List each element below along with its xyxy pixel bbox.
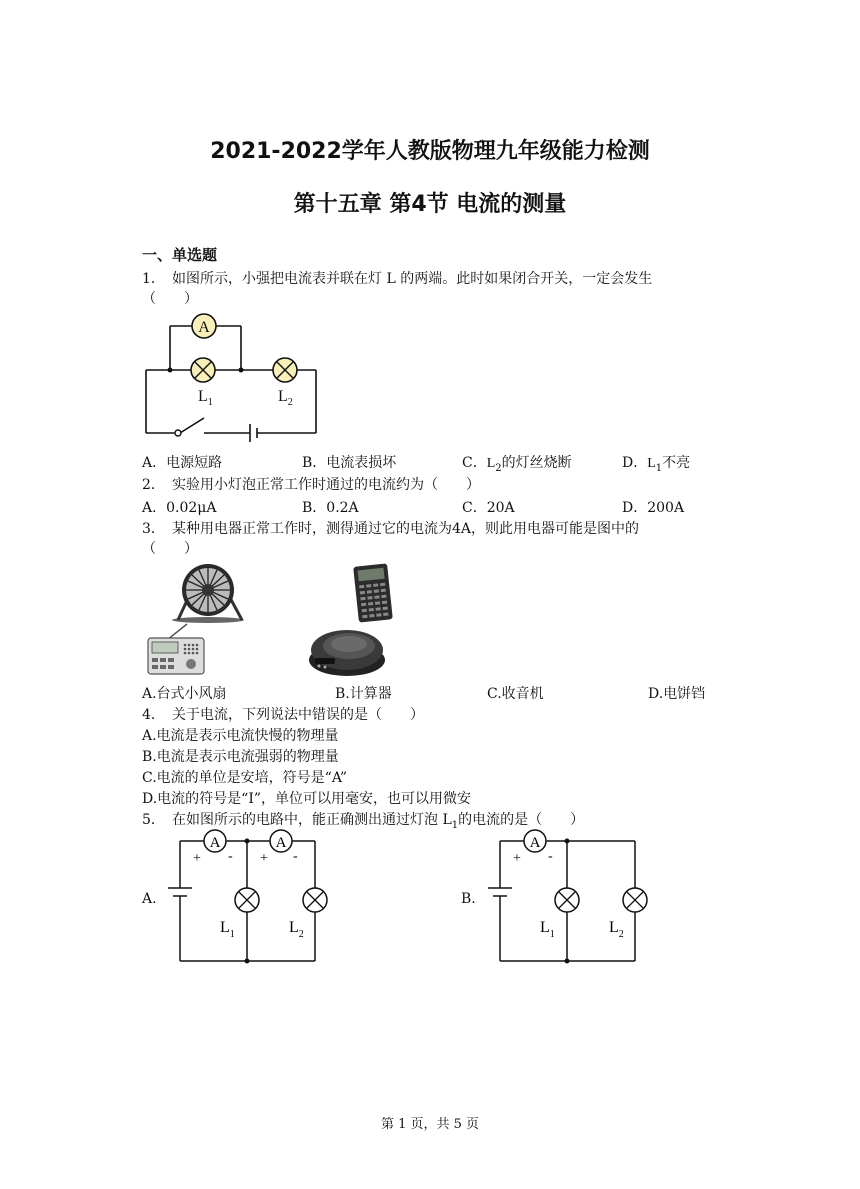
svg-text:-: - xyxy=(293,849,298,864)
answer-paren: （ ） xyxy=(142,541,198,557)
calculator-icon xyxy=(350,562,396,624)
page-footer: 第 1 页，共 5 页 xyxy=(380,1117,480,1132)
answer-paren: （ ） xyxy=(142,291,198,307)
question-text: 某种用电器正常工作时，测得通过它的电流为4A，则此用电器可能是图中的 xyxy=(172,521,640,537)
question-text: 如图所示，小强把电流表并联在灯 L 的两端。此时如果闭合开关，一定会发生 xyxy=(172,271,653,287)
svg-text:+: + xyxy=(260,851,268,866)
page-title: 2021-2022学年人教版物理九年级能力检测 xyxy=(210,139,650,164)
svg-text:A: A xyxy=(275,835,287,851)
question-number: 3． xyxy=(142,521,165,537)
question-3 xyxy=(142,518,639,538)
circuit-diagram-q1 xyxy=(140,310,330,445)
svg-text:+: + xyxy=(193,851,201,866)
lamp-l2-icon xyxy=(273,358,297,382)
svg-text:L2 xyxy=(278,388,293,408)
question-text-tail: 的电流的是（ ） xyxy=(458,812,585,828)
svg-text:A: A xyxy=(529,835,541,851)
q1-option-a: A．电源短路 xyxy=(142,455,223,471)
svg-text:L2: $L_2$ xyxy=(289,919,304,940)
svg-text:L2: $L_2$ xyxy=(609,919,624,940)
electric-griddle-icon xyxy=(305,620,390,680)
question-text-sub: 1 xyxy=(451,819,459,831)
svg-text:-: - xyxy=(228,849,233,864)
q1-option-d: D．$L_1$不亮 xyxy=(622,455,691,474)
svg-text:L1: $L_1$ xyxy=(540,919,555,940)
q4-option-d: D.电流的符号是“I”，单位可以用毫安，也可以用微安 xyxy=(142,791,472,807)
q2-option-a: A．0.02μA xyxy=(142,500,217,516)
q2-option-c: C．20A xyxy=(462,500,515,516)
svg-text:-: - xyxy=(548,849,553,864)
lamp-l2-sub: 2 xyxy=(287,397,293,408)
question-text: 关于电流，下列说法中错误的是（ ） xyxy=(172,707,424,723)
circuit-diagram-q5-b xyxy=(480,826,655,971)
q2-option-b: B．0.2A xyxy=(302,500,359,516)
svg-text:L1 xyxy=(198,388,213,408)
q3-option-d: D.电饼铛 xyxy=(648,686,706,702)
q4-option-c: C.电流的单位是安培，符号是“A” xyxy=(142,770,348,786)
circuit-diagram-q5-a xyxy=(160,826,335,971)
q4-option-b: B.电流是表示电流强弱的物理量 xyxy=(142,749,339,765)
q5-figure-a-label: A. xyxy=(142,891,157,907)
q3-option-b: B.计算器 xyxy=(335,686,392,702)
lamp-l1-icon xyxy=(555,888,579,912)
svg-text:A: A xyxy=(209,835,221,851)
lamp-l1-icon xyxy=(235,888,259,912)
svg-text:L1: $L_1$ xyxy=(220,919,235,940)
lamp-l2-icon xyxy=(303,888,327,912)
q1-option-c: C．$L_2$的灯丝烧断 xyxy=(462,455,572,474)
question-text: 在如图所示的电路中，能正确测出通过灯泡 L xyxy=(172,812,452,828)
question-number: 1． xyxy=(142,271,165,287)
lamp-l2-label: L xyxy=(278,388,288,405)
lamp-l1-label: L xyxy=(198,388,208,405)
ammeter-label: A xyxy=(198,319,210,336)
question-4 xyxy=(142,704,424,724)
desk-fan-icon xyxy=(170,562,255,624)
q3-option-a: A.台式小风扇 xyxy=(142,686,227,702)
section-heading: 一、单选题 xyxy=(142,246,218,264)
question-text: 实验用小灯泡正常工作时通过的电流约为（ ） xyxy=(172,477,480,493)
lamp-l2-icon xyxy=(623,888,647,912)
svg-text:+: + xyxy=(513,851,521,866)
question-number: 4． xyxy=(142,707,165,723)
q1-option-b: B．电流表损坏 xyxy=(302,455,397,471)
question-number: 2． xyxy=(142,477,165,493)
q4-option-a: A.电流是表示电流快慢的物理量 xyxy=(142,728,339,744)
lamp-l1-sub: 1 xyxy=(207,397,213,408)
question-2 xyxy=(142,474,480,494)
q3-option-c: C.收音机 xyxy=(487,686,544,702)
question-1 xyxy=(142,268,652,288)
q5-figure-b-label: B. xyxy=(461,891,476,907)
page-subtitle: 第十五章 第4节 电流的测量 xyxy=(293,192,567,217)
question-number: 5． xyxy=(142,812,165,828)
lamp-l1-icon xyxy=(191,358,215,382)
q2-option-d: D．200A xyxy=(622,500,685,516)
radio-icon xyxy=(145,622,207,677)
